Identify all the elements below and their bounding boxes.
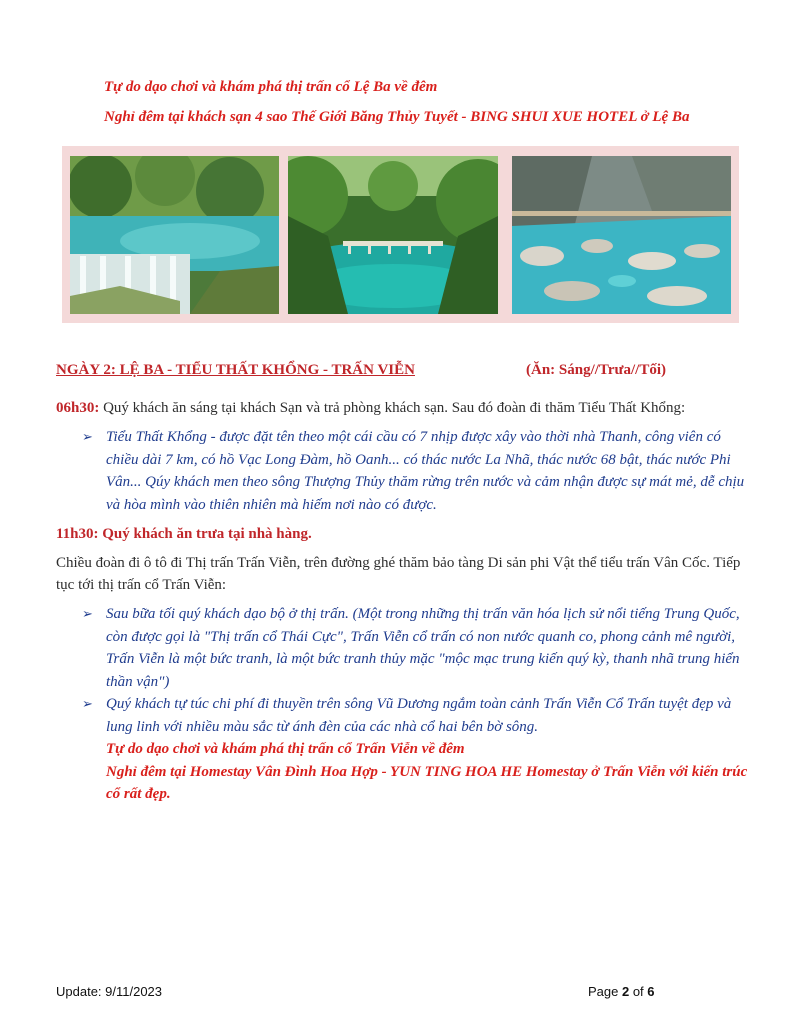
list-item [82, 603, 750, 693]
page-current: 2 [621, 984, 630, 999]
footer-page-number [588, 984, 655, 999]
morning-paragraph [56, 397, 750, 419]
arrow-bullet-icon: ➢ [82, 606, 93, 621]
bullet-night-walk: Sau bữa tối quý khách dạo bộ ở thị trấn. (Một trong những thị trấn văn hóa lịch sử nổi tiếng Trung Quốc, còn được gọi là "Thị trấn cổ Thái Cực", Trấn Viễn cổ trấn có non nước quanh co, phong cảnh mê người, Trấn Viễn là một bức tranh, là một bức tranh thủy mặc "mộc mạc trung kiến quý kỳ, thanh nhã trung hiển thần vận") [106, 606, 740, 690]
day2-title: NGÀY 2: LỆ BA - TIỂU THẤT KHỔNG - TRẤN VIỄN [56, 362, 415, 378]
arrow-bullet-icon: ➢ [82, 696, 93, 711]
of-word: of [629, 984, 648, 999]
morning-bullets [82, 426, 750, 516]
day2-heading [56, 362, 736, 379]
list-item [82, 426, 750, 516]
bullet-boat-trip: Quý khách tự túc chi phí đi thuyền trên sông Vũ Dương ngắm toàn cảnh Trấn Viễn Cổ Trấn tuyệt đẹp và lung linh với nhiều màu sắc từ ánh đèn của các nhà cổ hai bên bờ sông. [106, 696, 732, 735]
intro-free-time: Tự do dạo chơi và khám phá thị trấn cổ Lệ Ba về đêm [104, 79, 438, 95]
day2-meals: (Ăn: Sáng//Trưa//Tối) [526, 362, 666, 378]
page-word: Page [588, 984, 622, 999]
list-item [82, 693, 750, 806]
footer-update: Update: 9/11/2023 [56, 984, 163, 999]
waterfall-photo [70, 156, 279, 314]
intro-notes [104, 76, 689, 136]
evening-bullets [82, 603, 750, 806]
lake-bridge-photo [288, 156, 498, 314]
afternoon-paragraph: Chiều đoàn đi ô tô đi Thị trấn Trấn Viễn, trên đường ghé thăm bảo tàng Di sản phi Vật thể tiểu trấn Vân Cốc. Tiếp tục tới thị trấn cổ Trấn Viễn: [56, 555, 741, 593]
note-free-time: Tự do dạo chơi và khám phá thị trấn cổ Trấn Viễn về đêm [106, 741, 465, 757]
morning-time: 06h30: [56, 400, 100, 416]
stream-rocks-photo [512, 156, 731, 314]
bullet-tieu-that-khong: Tiểu Thất Khổng - được đặt tên theo một cái cầu có 7 nhịp được xây vào thời nhà Thanh, công viên có chiều dài 7 km, có hồ Vạc Long Đàm, hồ Oanh... có thác nước La Nhã, thác nước 68 bật, thác nước Phi Vân... Qúy khách men theo sông Thượng Thủy thăm rừng trên nước và cảm nhận được sự mát mẻ, dễ chịu và hòa mình vào thiên nhiên mà hiếm nơi nào có được. [106, 429, 745, 513]
page-total: 6 [647, 984, 655, 999]
morning-text: Quý khách ăn sáng tại khách Sạn và trả phòng khách sạn. Sau đó đoàn đi thăm Tiểu Thất Khổng: [99, 400, 686, 416]
noon-paragraph: 11h30: Quý khách ăn trưa tại nhà hàng. [56, 526, 312, 542]
arrow-bullet-icon: ➢ [82, 429, 93, 444]
photo-gallery [62, 146, 739, 323]
note-homestay: Nghỉ đêm tại Homestay Vân Đình Hoa Hợp - YUN TING HOA HE Homestay ở Trấn Viễn với kiến trúc cổ rất đẹp. [106, 763, 748, 802]
intro-hotel: Nghỉ đêm tại khách sạn 4 sao Thế Giới Băng Thủy Tuyết - BING SHUI XUE HOTEL ở Lệ Ba [104, 109, 690, 125]
